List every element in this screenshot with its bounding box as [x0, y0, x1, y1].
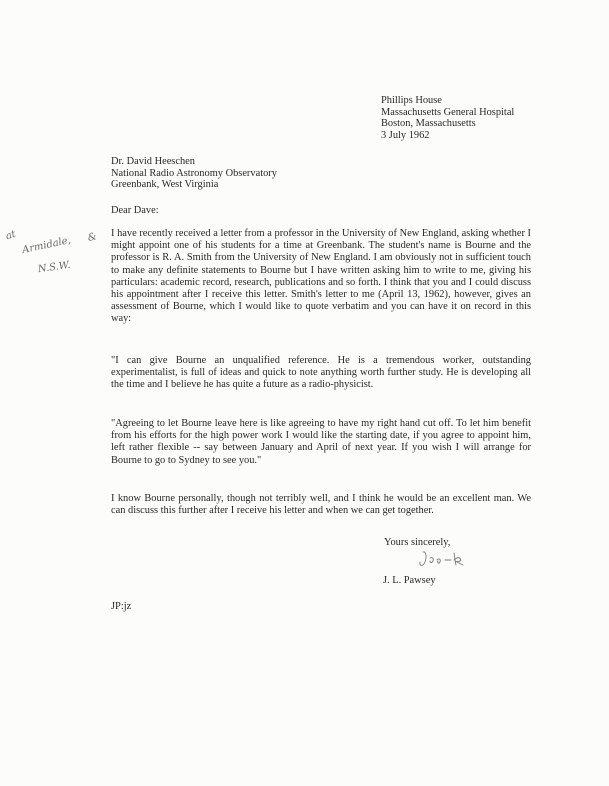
return-address-line: Phillips House [381, 95, 442, 106]
return-address [381, 95, 514, 141]
signer-name: J. L. Pawsey [383, 575, 436, 586]
margin-note-word: Armidale, [21, 235, 72, 257]
handwritten-signature [417, 548, 477, 570]
recipient-name: Dr. David Heeschen [111, 156, 195, 167]
body-paragraph: I know Bourne personally, though not terribly well, and I think he would be an excellent man. We can discuss this further after I receive his letter and when we can get together. [111, 493, 531, 517]
recipient-location: Greenbank, West Virginia [111, 179, 219, 190]
salutation: Dear Dave: [111, 205, 159, 216]
recipient-address [111, 156, 277, 191]
margin-note-word: at [4, 228, 18, 243]
quoted-paragraph: "Agreeing to let Bourne leave here is like agreeing to have my right hand cut off. To let him benefit from his efforts for the high power work I would like the starting date, if you agree to appoint him, left rather flexible -- say between January and April of next year. If you wish I will arrange for Bourne to go to Sydney to see you." [111, 418, 531, 466]
margin-note-word: & [86, 231, 99, 244]
margin-note-word: N.S.W. [37, 259, 72, 276]
return-address-line: Boston, Massachusetts [381, 118, 476, 129]
typist-initials: JP:jz [111, 601, 132, 612]
quoted-paragraph: "I can give Bourne an unqualified reference. He is a tremendous worker, outstanding experimentalist, is full of ideas and quick to note anything worth further study. He is developing all the time and I believe he has quite a future as a radio-physicist. [111, 355, 531, 391]
handwritten-margin-note [0, 228, 100, 283]
letter-date: 3 July 1962 [381, 129, 430, 141]
body-paragraph: I have recently received a letter from a professor in the University of New England, asking whether I might appoint one of his students for a time at Greenbank. The student's name is Bourne and the professor is R. A. Smith from the University of New England. I am obviously not in sufficient touch to make any definite statements to Bourne but I have written asking him to write to me, giving his particulars: academic record, research, publications and so forth. I think that you and I could discuss his appointment after I receive this letter. Smith's letter to me (April 13, 1962), however, gives an assessment of Bourne, which I would like to quote verbatim and you can have it on record in this way: [111, 228, 531, 325]
return-address-line: Massachusetts General Hospital [381, 106, 515, 118]
closing: Yours sincerely, [384, 537, 451, 548]
recipient-organization: National Radio Astronomy Observatory [111, 167, 277, 179]
